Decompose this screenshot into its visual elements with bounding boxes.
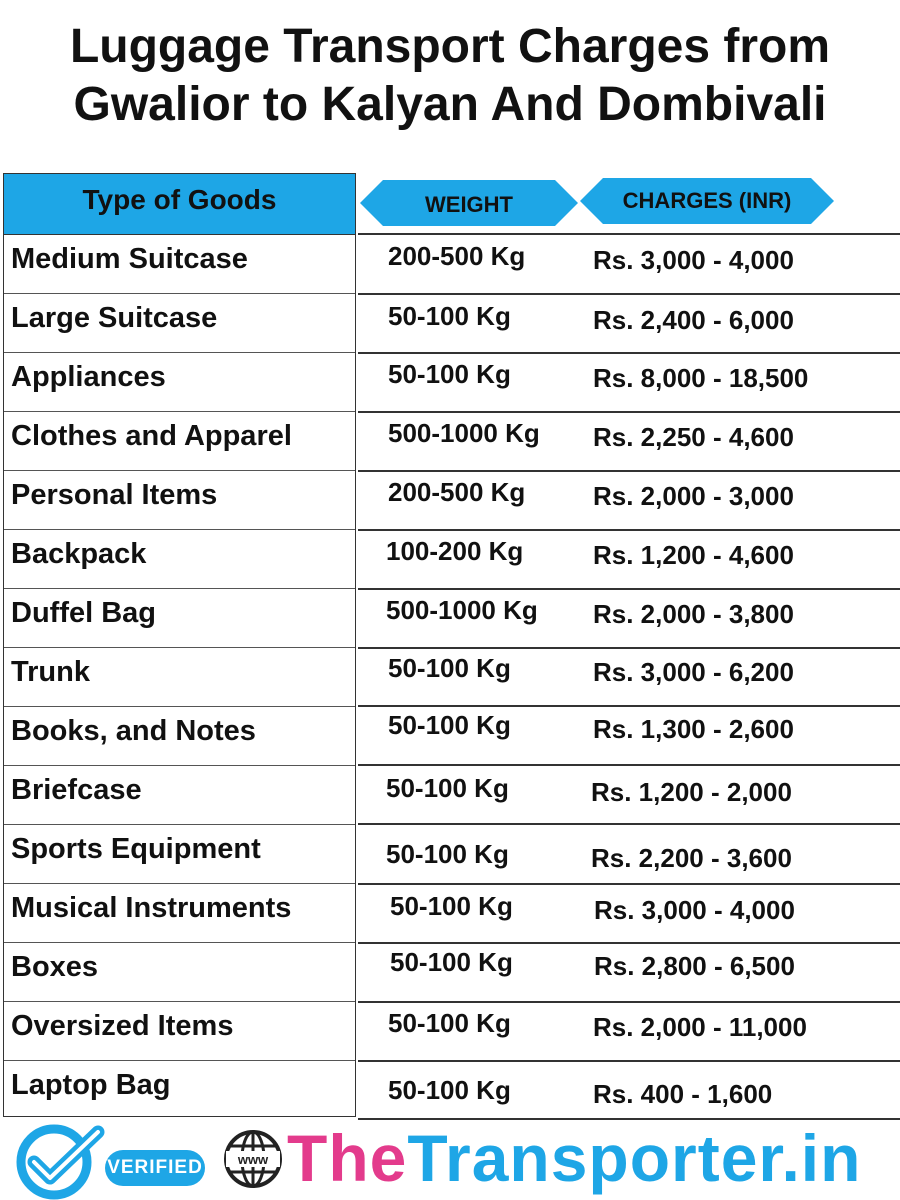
weight-cell-11: 50-100 Kg <box>386 839 509 869</box>
charges-header-label: CHARGES (INR) <box>622 188 792 213</box>
globe-www-text: www <box>237 1152 269 1167</box>
charges-cell-15: Rs. 400 - 1,600 <box>593 1079 773 1109</box>
weight-cell-15: 50-100 Kg <box>388 1075 511 1105</box>
goods-row-9: Books, and Notes <box>4 707 355 766</box>
charges-cell-3: Rs. 8,000 - 18,500 <box>593 363 809 393</box>
charges-cell-1: Rs. 3,000 - 4,000 <box>593 245 794 275</box>
rates-row-divider <box>358 293 900 295</box>
charges-cell-2: Rs. 2,400 - 6,000 <box>593 305 794 335</box>
goods-row-4: Clothes and Apparel <box>4 412 355 471</box>
charges-cell-4: Rs. 2,250 - 4,600 <box>593 422 794 452</box>
rates-row-divider <box>358 470 900 472</box>
charges-cell-9: Rs. 1,300 - 2,600 <box>593 714 794 744</box>
weight-cell-2: 50-100 Kg <box>388 301 511 331</box>
rates-row-divider <box>358 233 900 235</box>
goods-row-6: Backpack <box>4 530 355 589</box>
goods-column-header: Type of Goods <box>4 174 355 235</box>
title-line-1: Luggage Transport Charges from <box>69 20 831 73</box>
rates-row-divider <box>358 883 900 885</box>
goods-row-12: Musical Instruments <box>4 884 355 943</box>
rates-row-divider <box>358 647 900 649</box>
goods-row-1: Medium Suitcase <box>4 235 355 294</box>
goods-row-5: Personal Items <box>4 471 355 530</box>
charges-cell-11: Rs. 2,200 - 3,600 <box>591 843 792 873</box>
rates-row-divider <box>358 764 900 766</box>
rates-row-divider <box>358 1001 900 1003</box>
charges-cell-7: Rs. 2,000 - 3,800 <box>593 599 794 629</box>
weight-cell-8: 50-100 Kg <box>388 653 511 683</box>
rates-row-divider <box>358 352 900 354</box>
brand-the: The <box>287 1121 408 1195</box>
goods-row-15: Laptop Bag <box>11 1069 171 1101</box>
weight-cell-12: 50-100 Kg <box>390 891 513 921</box>
charges-cell-13: Rs. 2,800 - 6,500 <box>594 951 795 981</box>
verified-label: VERIFIED <box>105 1150 205 1186</box>
goods-row-2: Large Suitcase <box>4 294 355 353</box>
goods-row-8: Trunk <box>4 648 355 707</box>
weight-cell-3: 50-100 Kg <box>388 359 511 389</box>
weight-cell-10: 50-100 Kg <box>386 773 509 803</box>
charges-cell-5: Rs. 2,000 - 3,000 <box>593 481 794 511</box>
goods-row-7: Duffel Bag <box>4 589 355 648</box>
rates-row-divider <box>358 411 900 413</box>
weight-cell-1: 200-500 Kg <box>388 241 526 271</box>
rates-row-divider <box>358 823 900 825</box>
goods-row-10: Briefcase <box>4 766 355 825</box>
weight-cell-14: 50-100 Kg <box>388 1008 511 1038</box>
weight-cell-6: 100-200 Kg <box>386 536 524 566</box>
charges-cell-12: Rs. 3,000 - 4,000 <box>594 895 795 925</box>
goods-row-3: Appliances <box>4 353 355 412</box>
charges-cell-14: Rs. 2,000 - 11,000 <box>593 1012 807 1042</box>
charges-cell-6: Rs. 1,200 - 4,600 <box>593 540 794 570</box>
rates-row-divider <box>358 942 900 944</box>
rates-row-divider <box>358 705 900 707</box>
charges-cell-10: Rs. 1,200 - 2,000 <box>591 777 792 807</box>
goods-row-11: Sports Equipment <box>4 825 355 884</box>
rates-row-divider <box>358 588 900 590</box>
globe-icon <box>222 1128 284 1190</box>
weight-cell-13: 50-100 Kg <box>390 947 513 977</box>
rates-row-divider <box>358 529 900 531</box>
weight-header-label: WEIGHT <box>425 192 513 217</box>
weight-cell-5: 200-500 Kg <box>388 477 526 507</box>
charges-column-header <box>580 178 834 224</box>
brand-name[interactable] <box>287 1120 861 1196</box>
goods-row-14: Oversized Items <box>4 1002 355 1061</box>
rates-row-divider <box>358 1060 900 1062</box>
weight-cell-4: 500-1000 Kg <box>388 418 540 448</box>
weight-column-header <box>360 180 578 226</box>
title-line-2: Gwalior to Kalyan And Dombivali <box>73 78 827 131</box>
goods-row-13: Boxes <box>4 943 355 1002</box>
brand-rest: Transporter.in <box>407 1121 862 1195</box>
weight-cell-9: 50-100 Kg <box>388 710 511 740</box>
charges-cell-8: Rs. 3,000 - 6,200 <box>593 657 794 687</box>
page-title <box>0 18 900 134</box>
goods-table <box>3 173 356 1117</box>
footer-brand <box>0 1118 900 1200</box>
weight-cell-7: 500-1000 Kg <box>386 595 538 625</box>
